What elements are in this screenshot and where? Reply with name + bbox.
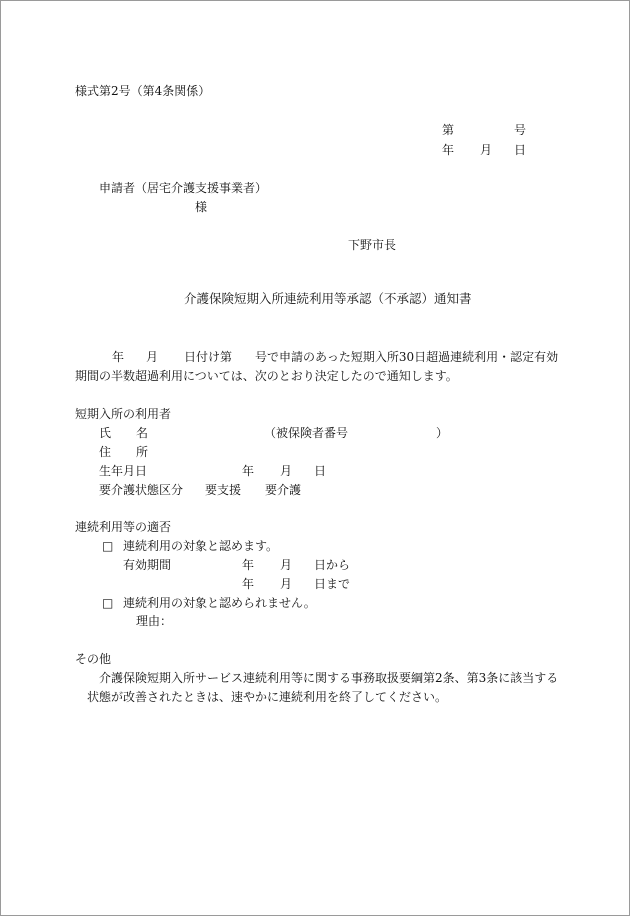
doc-date-year: 年 <box>442 143 455 157</box>
insured-number-close: ） <box>436 426 449 440</box>
period-to-month: 月 <box>280 577 293 591</box>
intro-year: 年 <box>112 350 125 364</box>
form-code: 様式第2号（第4条関係） <box>75 84 211 98</box>
doc-date-month: 月 <box>480 143 493 157</box>
intro-date-suffix: 日付け第 <box>184 350 233 364</box>
address-label-char-2: 所 <box>136 445 149 459</box>
approved-label: 連続利用の対象と認めます。 <box>123 539 279 553</box>
approval-section-heading: 連続利用等の適否 <box>75 520 172 534</box>
period-from-day: 日から <box>314 558 351 572</box>
birthdate-day: 日 <box>314 464 327 478</box>
denied-label: 連続利用の対象と認められません。 <box>123 596 316 610</box>
doc-number-suffix: 号 <box>514 123 527 137</box>
other-line-2: 状態が改善されたときは、速やかに連続利用を終了してください。 <box>87 690 448 704</box>
birthdate-month: 月 <box>280 464 293 478</box>
care-level-care: 要介護 <box>265 483 302 497</box>
period-from-month: 月 <box>280 558 293 572</box>
intro-line-2: 期間の半数超過利用については、次のとおり決定したので通知します。 <box>75 369 458 383</box>
addressee-honorific: 様 <box>195 200 208 214</box>
care-level-support: 要支援 <box>205 483 242 497</box>
document-title: 介護保険短期入所連続利用等承認（不承認）通知書 <box>184 291 472 306</box>
addressee-label: 申請者（居宅介護支援事業者） <box>99 181 268 195</box>
intro-month: 月 <box>146 350 159 364</box>
address-label-char-1: 住 <box>99 445 112 459</box>
birthdate-year: 年 <box>242 464 255 478</box>
period-to-day: 日まで <box>314 577 351 591</box>
period-from-year: 年 <box>242 558 255 572</box>
issuer: 下野市長 <box>348 238 397 252</box>
doc-number-prefix: 第 <box>442 123 455 137</box>
period-to-year: 年 <box>242 577 255 591</box>
other-section-heading: その他 <box>75 652 112 666</box>
approved-checkbox[interactable]: □ <box>102 539 114 553</box>
valid-period-label: 有効期間 <box>123 558 172 572</box>
care-level-label: 要介護状態区分 <box>99 483 184 497</box>
intro-number-suffix: 号で申請のあった短期入所30日超過連続利用・認定有効 <box>255 350 559 364</box>
name-label-char-2: 名 <box>136 426 149 440</box>
insured-number-label: （被保険者番号 <box>264 426 349 440</box>
doc-date-day: 日 <box>514 143 527 157</box>
reason-label: 理由： <box>136 614 173 628</box>
name-label-char-1: 氏 <box>99 426 112 440</box>
denied-checkbox[interactable]: □ <box>102 596 114 610</box>
other-line-1: 介護保険短期入所サービス連続利用等に関する事務取扱要綱第2条、第3条に該当する <box>99 671 559 685</box>
user-section-heading: 短期入所の利用者 <box>75 407 172 421</box>
birthdate-label: 生年月日 <box>99 464 148 478</box>
